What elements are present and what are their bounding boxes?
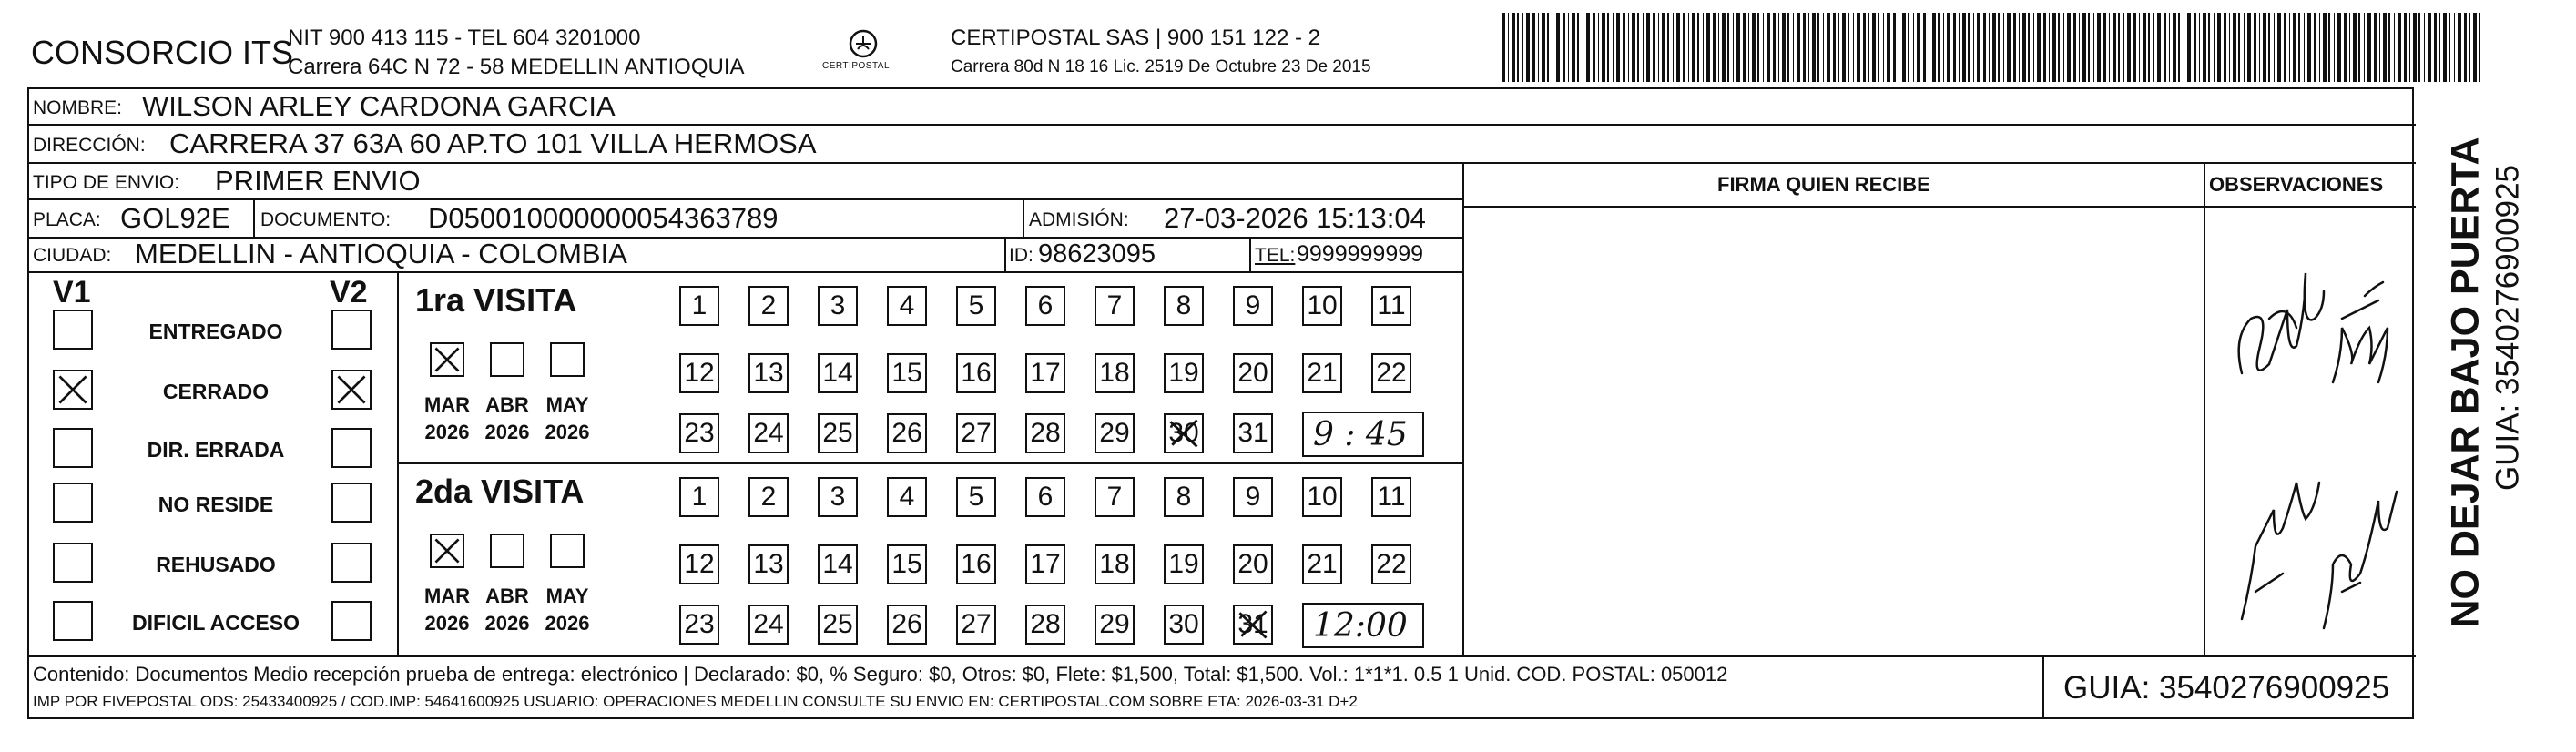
certipostal-logo xyxy=(813,25,913,76)
admision-label: ADMISIÓN: xyxy=(1029,209,1129,230)
day-box[interactable] xyxy=(1233,544,1273,584)
status-option-label: CERRADO xyxy=(162,380,270,403)
month-year: 2026 xyxy=(484,612,530,635)
day-number: 21 xyxy=(1307,358,1338,388)
direccion-value: CARRERA 37 63A 60 AP.TO 101 VILLA HERMOSA xyxy=(169,127,817,159)
day-number: 29 xyxy=(1099,418,1130,448)
day-box[interactable] xyxy=(679,605,719,645)
day-number: 11 xyxy=(1377,290,1406,320)
barcode xyxy=(1502,13,2481,82)
day-box[interactable] xyxy=(887,413,927,453)
company-nit-tel: NIT 900 413 115 - TEL 604 3201000 xyxy=(288,25,641,50)
month-name: ABR xyxy=(485,584,529,607)
day-number: 22 xyxy=(1376,549,1407,579)
day-box[interactable] xyxy=(956,477,996,517)
month-checkbox[interactable] xyxy=(430,342,464,377)
v1-checkbox[interactable] xyxy=(53,310,93,350)
day-box[interactable] xyxy=(1164,353,1204,393)
day-box[interactable] xyxy=(679,544,719,584)
guia-vertical: GUIA: 3540276900925 xyxy=(2489,164,2526,492)
tel-label: TEL: xyxy=(1255,245,1296,266)
placa-value: GOL92E xyxy=(120,202,230,234)
v1-checkbox[interactable] xyxy=(53,428,93,468)
visit-title: 1ra VISITA xyxy=(415,281,577,319)
month-checkbox[interactable] xyxy=(550,342,585,377)
day-number: 3 xyxy=(830,290,846,320)
day-box[interactable] xyxy=(1233,286,1273,326)
day-box[interactable] xyxy=(679,286,719,326)
status-option-label: DIFICIL ACCESO xyxy=(131,611,300,635)
day-number: 27 xyxy=(961,418,992,448)
day-number: 8 xyxy=(1176,290,1192,320)
day-box[interactable] xyxy=(748,544,789,584)
day-number: 15 xyxy=(891,358,922,388)
day-box[interactable] xyxy=(1164,544,1204,584)
day-number: 2 xyxy=(760,290,777,320)
id-value: 98623095 xyxy=(1038,239,1156,269)
day-number: 19 xyxy=(1168,358,1199,388)
v2-checkbox[interactable] xyxy=(331,370,372,410)
day-number: 10 xyxy=(1307,482,1338,512)
month-name: MAY xyxy=(545,584,589,607)
day-number: 8 xyxy=(1176,482,1192,512)
day-box[interactable] xyxy=(818,353,858,393)
day-box[interactable] xyxy=(1095,286,1135,326)
day-box[interactable] xyxy=(818,286,858,326)
day-number: 24 xyxy=(753,418,784,448)
day-number: 22 xyxy=(1376,358,1407,388)
day-number: 6 xyxy=(1037,482,1054,512)
company-name: CONSORCIO ITS xyxy=(31,34,294,71)
day-number: 13 xyxy=(753,549,784,579)
footer-imp: IMP POR FIVEPOSTAL ODS: 25433400925 / COD.IMP: 54641600925 USUARIO: OPERACIONES MEDELLIN CONSULTE SU ENVIO EN: CERTIPOSTAL.COM SOBRE ETA: 2026-03-31 D+2 xyxy=(33,693,1358,710)
month-checkbox[interactable] xyxy=(550,534,585,568)
day-number: 18 xyxy=(1099,358,1130,388)
v2-label: V2 xyxy=(330,275,368,310)
day-number: 10 xyxy=(1307,290,1338,320)
v1-checkbox[interactable] xyxy=(53,543,93,583)
day-number: 29 xyxy=(1099,609,1130,639)
nombre-value: WILSON ARLEY CARDONA GARCIA xyxy=(142,90,616,122)
day-number: 16 xyxy=(961,549,992,579)
day-number: 30 xyxy=(1168,609,1199,639)
day-number: 9 xyxy=(1245,482,1261,512)
status-option-label: REHUSADO xyxy=(156,553,276,576)
day-box[interactable] xyxy=(956,413,996,453)
direccion-label: DIRECCIÓN: xyxy=(33,135,146,156)
day-box[interactable] xyxy=(1095,477,1135,517)
ciudad-label: CIUDAD: xyxy=(33,245,112,266)
day-number: 19 xyxy=(1168,549,1199,579)
day-number: 12 xyxy=(684,358,715,388)
day-number: 28 xyxy=(1030,609,1061,639)
v2-checkbox[interactable] xyxy=(331,543,372,583)
day-box[interactable] xyxy=(1025,286,1065,326)
day-box[interactable] xyxy=(1095,605,1135,645)
company-address: Carrera 64C N 72 - 58 MEDELLIN ANTIOQUIA xyxy=(288,55,745,79)
day-number: 1 xyxy=(691,290,708,320)
day-number: 23 xyxy=(684,609,715,639)
day-number: 30 xyxy=(1168,418,1199,448)
month-name: MAY xyxy=(545,393,589,416)
day-mark-icon xyxy=(1166,415,1202,452)
day-box[interactable] xyxy=(1371,353,1411,393)
day-number: 31 xyxy=(1237,418,1268,448)
day-number: 9 xyxy=(1245,290,1261,320)
day-box[interactable] xyxy=(956,544,996,584)
nombre-label: NOMBRE: xyxy=(33,97,123,118)
day-number: 21 xyxy=(1307,549,1338,579)
carrier-name: CERTIPOSTAL SAS | 900 151 122 - 2 xyxy=(951,25,1320,50)
status-option-label: NO RESIDE xyxy=(158,493,274,516)
tipo-envio-label: TIPO DE ENVIO: xyxy=(33,172,180,193)
v1-checkbox[interactable] xyxy=(53,370,93,410)
day-box[interactable] xyxy=(1233,605,1273,645)
v2-checkbox[interactable] xyxy=(331,310,372,350)
day-box[interactable] xyxy=(748,413,789,453)
day-box[interactable] xyxy=(1302,477,1342,517)
v2-checkbox[interactable] xyxy=(331,601,372,641)
day-number: 5 xyxy=(968,482,984,512)
day-number: 25 xyxy=(822,609,853,639)
day-box[interactable] xyxy=(748,605,789,645)
observaciones-header: OBSERVACIONES xyxy=(2209,173,2384,196)
footer-contenido: Contenido: Documentos Medio recepción prueba de entrega: electrónico | Declarado: $0, % Seguro: $0, Otros: $0, Flete: $1,500, Total: $1,500. Vol.: 1*1*1. 0.5 1 Unid. COD. POSTAL: 050012 xyxy=(33,663,1728,686)
id-label: ID: xyxy=(1009,245,1033,266)
firma-header: FIRMA QUIEN RECIBE xyxy=(1717,173,1930,196)
status-option-label: DIR. ERRADA xyxy=(147,438,285,462)
day-box[interactable] xyxy=(1025,605,1065,645)
day-number: 15 xyxy=(891,549,922,579)
tipo-envio-value: PRIMER ENVIO xyxy=(215,165,421,197)
day-number: 4 xyxy=(899,290,915,320)
month-year: 2026 xyxy=(424,421,470,443)
placa-label: PLACA: xyxy=(33,209,101,230)
day-number: 20 xyxy=(1237,358,1268,388)
carrier-address: Carrera 80d N 18 16 Lic. 2519 De Octubre 23 De 2015 xyxy=(951,57,1371,76)
month-year: 2026 xyxy=(484,421,530,443)
day-box[interactable] xyxy=(1095,544,1135,584)
day-number: 6 xyxy=(1037,290,1054,320)
day-box[interactable] xyxy=(887,544,927,584)
day-box[interactable] xyxy=(1233,477,1273,517)
day-number: 7 xyxy=(1106,290,1123,320)
day-box[interactable] xyxy=(748,286,789,326)
day-number: 27 xyxy=(961,609,992,639)
month-year: 2026 xyxy=(545,612,590,635)
day-number: 20 xyxy=(1237,549,1268,579)
day-box[interactable] xyxy=(1164,413,1204,453)
visit-time-box[interactable] xyxy=(1302,412,1424,457)
day-box[interactable] xyxy=(956,605,996,645)
day-box[interactable] xyxy=(1025,544,1065,584)
day-box[interactable] xyxy=(679,353,719,393)
visit-title: 2da VISITA xyxy=(415,473,585,510)
day-box[interactable] xyxy=(1371,544,1411,584)
day-box[interactable] xyxy=(748,353,789,393)
month-checkbox[interactable] xyxy=(430,534,464,568)
v1-label: V1 xyxy=(53,275,91,310)
day-box[interactable] xyxy=(818,605,858,645)
day-number: 12 xyxy=(684,549,715,579)
status-option-label: ENTREGADO xyxy=(148,320,283,343)
day-number: 28 xyxy=(1030,418,1061,448)
day-box[interactable] xyxy=(887,477,927,517)
day-number: 5 xyxy=(968,290,984,320)
day-number: 14 xyxy=(822,549,853,579)
day-box[interactable] xyxy=(1164,605,1204,645)
documento-label: DOCUMENTO: xyxy=(260,209,392,230)
day-box[interactable] xyxy=(1095,353,1135,393)
day-number: 13 xyxy=(753,358,784,388)
no-dejar-bajo-puerta: NO DEJAR BAJO PUERTA xyxy=(2443,137,2488,628)
day-number: 14 xyxy=(822,358,853,388)
v2-checkbox[interactable] xyxy=(331,483,372,523)
v1-checkbox[interactable] xyxy=(53,483,93,523)
footer-guia: GUIA: 3540276900925 xyxy=(2063,670,2390,706)
day-box[interactable] xyxy=(887,353,927,393)
v1-checkbox[interactable] xyxy=(53,601,93,641)
month-name: ABR xyxy=(485,393,529,416)
day-number: 2 xyxy=(760,482,777,512)
day-box[interactable] xyxy=(1025,413,1065,453)
visit-time: 9 : 45 xyxy=(1313,416,1408,453)
day-number: 26 xyxy=(891,609,922,639)
day-number: 17 xyxy=(1030,549,1061,579)
day-box[interactable] xyxy=(1025,477,1065,517)
day-box[interactable] xyxy=(1302,286,1342,326)
v2-checkbox[interactable] xyxy=(331,428,372,468)
day-number: 26 xyxy=(891,418,922,448)
day-box[interactable] xyxy=(1095,413,1135,453)
day-box[interactable] xyxy=(1233,413,1273,453)
day-box[interactable] xyxy=(956,286,996,326)
logo-caption: CERTIPOSTAL xyxy=(822,61,891,71)
tel-value: 9999999999 xyxy=(1297,241,1424,267)
visit-time: 12:00 xyxy=(1313,607,1408,645)
month-year: 2026 xyxy=(424,612,470,635)
day-box[interactable] xyxy=(1233,353,1273,393)
day-number: 31 xyxy=(1237,609,1268,639)
day-box[interactable] xyxy=(1302,353,1342,393)
day-box[interactable] xyxy=(887,286,927,326)
day-box[interactable] xyxy=(818,413,858,453)
day-box[interactable] xyxy=(1025,353,1065,393)
month-year: 2026 xyxy=(545,421,590,443)
day-number: 3 xyxy=(830,482,846,512)
month-checkbox[interactable] xyxy=(490,534,524,568)
month-checkbox[interactable] xyxy=(490,342,524,377)
day-number: 16 xyxy=(961,358,992,388)
day-number: 24 xyxy=(753,609,784,639)
day-box[interactable] xyxy=(887,605,927,645)
day-number: 18 xyxy=(1099,549,1130,579)
day-box[interactable] xyxy=(1164,286,1204,326)
day-box[interactable] xyxy=(679,413,719,453)
day-number: 23 xyxy=(684,418,715,448)
day-box[interactable] xyxy=(1164,477,1204,517)
day-box[interactable] xyxy=(679,477,719,517)
day-mark-icon xyxy=(1235,606,1271,643)
admision-value: 27-03-2026 15:13:04 xyxy=(1164,202,1426,234)
day-box[interactable] xyxy=(818,544,858,584)
documento-value: D050010000000054363789 xyxy=(428,202,779,234)
day-box[interactable] xyxy=(1302,544,1342,584)
day-number: 7 xyxy=(1106,482,1123,512)
day-number: 17 xyxy=(1030,358,1061,388)
visit-time-box[interactable] xyxy=(1302,603,1424,648)
day-box[interactable] xyxy=(1371,286,1411,326)
day-box[interactable] xyxy=(1371,477,1411,517)
day-number: 1 xyxy=(691,482,708,512)
observaciones-handwriting xyxy=(2205,209,2413,654)
day-box[interactable] xyxy=(818,477,858,517)
month-name: MAR xyxy=(423,393,471,416)
day-box[interactable] xyxy=(748,477,789,517)
month-name: MAR xyxy=(423,584,471,607)
day-number: 4 xyxy=(899,482,915,512)
day-number: 11 xyxy=(1377,482,1406,512)
day-box[interactable] xyxy=(956,353,996,393)
day-number: 25 xyxy=(822,418,853,448)
ciudad-value: MEDELLIN - ANTIOQUIA - COLOMBIA xyxy=(135,238,627,269)
